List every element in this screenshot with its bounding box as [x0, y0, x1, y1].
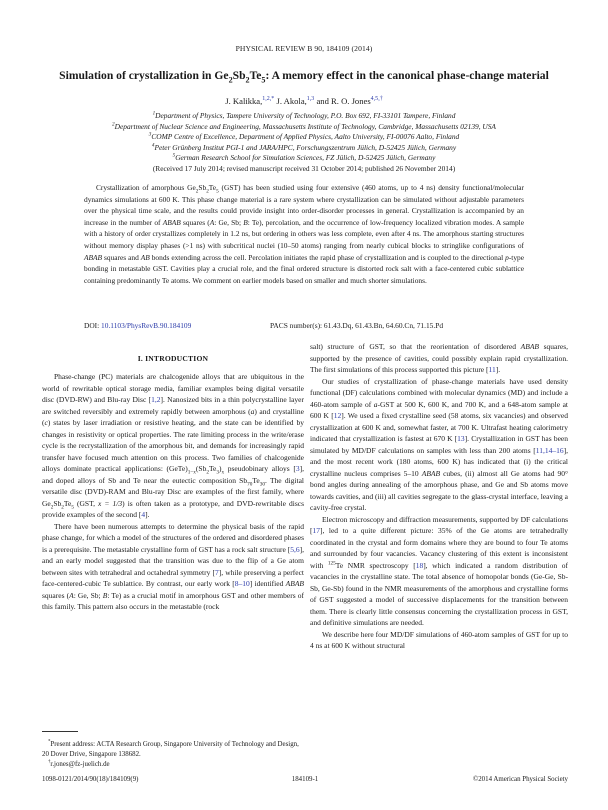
left-column [42, 371, 304, 613]
doi-label: DOI: [84, 321, 102, 330]
title-sub: 2 [228, 75, 233, 85]
text: pseudobinary alloys [ [224, 464, 296, 473]
math: A [69, 590, 74, 600]
abstract-text: Crystallization of amorphous Ge [96, 183, 196, 192]
footnote-mark: * [48, 739, 51, 745]
citation-link[interactable]: 4 [141, 510, 146, 519]
footnote [42, 760, 304, 770]
received-dates: (Received 17 July 2014; revised manuscript received 31 October 2014; published 26 November 2014) [152, 164, 456, 173]
paragraph [310, 341, 568, 376]
text: Te [63, 498, 72, 508]
right-column [310, 341, 568, 652]
text: squares ( [42, 590, 70, 600]
citation-link[interactable]: 17 [312, 526, 320, 535]
citation-link[interactable]: 11,14–16 [535, 445, 564, 455]
paper-title [0, 69, 608, 85]
text: ], and the most recent work (180 atoms, 600 K) has indicated that (i) the critical crystalline nucleus comprises 5–10 [310, 445, 568, 478]
text: We describe here four MD/DF simulations of 460-atom samples of GST for up to 4 ns at 600 K without structural [310, 629, 568, 650]
math-sub: 70 [247, 481, 253, 487]
affiliation-text: Department of Physics, Tampere University of Technology, P.O. Box 692, FI-33101 Tampere, Finland [155, 111, 456, 120]
doi-link[interactable]: 10.1103/PhysRevB.90.184109 [101, 321, 192, 330]
citation-link[interactable]: 11 [488, 365, 496, 374]
text: ]. Nanosized bits in a thin polycrystalline layer are switched reversibly and extremely rapidly between amorphous ( [42, 395, 304, 416]
footnote-mark: † [48, 760, 51, 766]
text: ) is often taken as a prototype, and DVD-rewritable discs provide examples of the second [ [42, 498, 304, 519]
affiliation-text: COMP Centre of Excellence, Department of Applied Physics, Aalto University, FI-00076 Aalto, Finland [151, 132, 460, 142]
citation-link[interactable]: 13 [457, 434, 465, 443]
title-part: Sb [232, 69, 246, 82]
affiliation-text: Peter Grünberg Institut PGI-1 and JARA/HPC, Forschungszentrum Jülich, D-52425 Jülich, Germany [154, 142, 457, 152]
abstract [84, 182, 524, 286]
affiliation-link[interactable]: 1,2,* [262, 96, 275, 103]
footnote-divider [42, 731, 78, 732]
math-sub: 1−x [187, 469, 196, 476]
math: ABAB [285, 579, 304, 588]
footnotes [42, 740, 304, 771]
text: ) and crystalline ( [42, 406, 304, 427]
citation-link[interactable]: 8–10 [234, 579, 250, 588]
text: squares, supported by the presence of cavities, could possibly explain rapid crystallization. The first simulations of this process supported this picture [ [310, 342, 568, 374]
affiliation [0, 153, 608, 164]
footer-issn: 1098-0121/2014/90(18)/184109(9) [42, 776, 139, 783]
citation-link[interactable]: 5,6 [290, 544, 300, 554]
text: ], and doped alloys of Sb and Te near the eutectic composition Sb [42, 464, 304, 485]
citation-link[interactable]: 1,2 [151, 395, 161, 404]
math-sub: 30 [259, 481, 265, 487]
affiliation-text: German Research School for Simulation Sciences, FZ Jülich, D-52425 Jülich, Germany [175, 153, 436, 163]
pacs-numbers: PACS number(s): 61.43.Dq, 61.43.Bn, 64.60.Cn, 71.15.Pd [270, 321, 444, 330]
abstract-text: : Te), percolation, and the occurrence of low-frequency localized vibration modes. A sample with a history of order crystallizes completely in 1.2 ns, but ordering in others was less complete, even after 4 ns. The amorphous starting structures without memory display phases (>1 ns) with subcritical nuclei (10–50 atoms) ranging from nearly cubical blocks to stringlike configurations of [84, 217, 524, 250]
footnote-text: Present address: ACTA Research Group, Singapore University of Technology and Design, 20 Dover Drive, Singapore 138682. [42, 741, 299, 759]
paragraph [42, 371, 304, 521]
author [316, 96, 382, 106]
text: (Sb [195, 464, 207, 473]
author [225, 96, 274, 106]
paragraph [310, 514, 568, 629]
affiliation-text: Department of Nuclear Science and Engineering, Massachusetts Institute of Technology, Cambridge, Massachusetts 02139, USA [114, 121, 496, 131]
abstract-text: Sb [198, 183, 207, 192]
text: ], led to a quite different picture: 35% of the Ge atoms are tetrahedrally coordinated in the crystal and form domains where they are bound to four Te atoms and surrounded by four vacancies. Vacancy clustering of this extent is inconsistent with [310, 526, 568, 570]
author-name: J. Akola, [276, 96, 307, 106]
isotope-sup: 125 [327, 560, 336, 566]
title-part: : A memory effect in the canonical phase-change material [265, 69, 549, 82]
math: ABAB [520, 342, 539, 351]
text: Our studies of crystallization of phase-change materials have used density functional (DF) calculations combined with molecular dynamics (MD) and include a 460-atom sample of [310, 376, 568, 409]
text: ) [218, 464, 222, 473]
title-part: Te [249, 69, 262, 82]
author-list [0, 96, 608, 106]
math-abab: ABAB [84, 252, 103, 262]
abstract-text: Te [208, 183, 217, 192]
affiliation [0, 111, 608, 122]
text: cubes, (ii) almost all Ge atoms had 90° bond angles during annealing of the amorphous phase, and Ge and Sb atoms move towards cavities, and (iii) all cavities segregate to the glass-crystal interface, leaving a cavity-free crystal. [310, 468, 568, 512]
journal-header: PHYSICAL REVIEW B 90, 184109 (2014) [235, 44, 373, 53]
citation-link[interactable]: 12 [333, 411, 342, 420]
footnote-email[interactable]: r.jones@fz-juelich.de [50, 761, 110, 769]
math-abab: ABAB [162, 217, 181, 227]
text: Electron microscopy and diffraction measurements, supported by DF calculations [ [310, 514, 568, 535]
text: ]. [495, 365, 501, 374]
copyright: ©2014 American Physical Society [473, 776, 568, 783]
math-sub: 2 [50, 504, 54, 510]
abstract-sub: 2 [206, 188, 209, 195]
affiliation-number: 3 [148, 131, 152, 138]
affiliation [0, 132, 608, 143]
abstract-text: : Ge, Sb; [214, 217, 244, 227]
text: ]. Crystallization in GST has been simulated by MD/DF calculations on samples with less than 200 atoms [ [310, 434, 568, 455]
citation-link[interactable]: 3 [295, 464, 300, 473]
math-sub: x [221, 469, 225, 476]
abstract-text: squares ( [180, 217, 210, 227]
affiliation [0, 122, 608, 133]
text: ], while preserving a perfect face-centered-cubic Te sublattice. By contrast, our early work [ [42, 567, 304, 588]
math-sub: 2 [61, 504, 64, 510]
math-a: A [209, 217, 215, 227]
author [276, 96, 314, 106]
abstract-text: squares and [102, 252, 141, 262]
affiliation [0, 143, 608, 154]
math: a [250, 406, 255, 416]
math-sub: 2 [206, 469, 209, 476]
text: Te [208, 464, 217, 473]
text: ], which indicated a random distribution of vacancies in the crystalline state. The total absence of homopolar bonds (Ge-Ge, Sb-Sb, Ge-Sb) found in the NMR measurements of the amorphous and crystalline forms of GST suggested a model of successive displacements for the transition between them. There is clearly little consensus concerning the crystallization process in GST, and definitive simulations are needed. [310, 560, 568, 627]
page-number: 184109-1 [291, 776, 319, 783]
text: ]. We used a fixed crystalline seed (58 atoms, six vacancies) and observed crystallization at 600 K and, somewhat faster, at 700 K. Ultrafast heating calorimetry indicated that crystallization is fastest at 670 K [ [310, 411, 568, 443]
math-sub: 5 [71, 504, 74, 510]
text: : Te) as a crucial motif in amorphous GST and other members of this family. This pattern also occurs in the metastable (rock [42, 590, 304, 611]
text: Phase-change (PC) materials are chalcogenide alloys that are ubiquitous in the world of rewritable optical storage media, familiar examples being digital versatile disc (DVD-RW) and Blu-ray Disc [ [42, 372, 304, 404]
abstract-text: -type bonding in metastable GST. Cavities play a crucial role, and the final ordered structure is distorted rock salt with a face-centered cubic sublattice containing predominantly Te atoms. We comment on earlier models based on smaller and much shorter simulations. [84, 252, 524, 285]
math: ABAB [421, 468, 441, 478]
text: Sb [53, 498, 62, 508]
affiliation-link[interactable]: 4,5,† [370, 96, 383, 103]
abstract-text: (GST) has been studied using four extensive (460 atoms, up to 4 ns) density functional/molecular dynamics simulations at 600 K. This phase change material is a rare system where crystallization can be simulated without adjustable parameters over the physical time scale, and the results could provide insight into order-disorder processes in general. Crystallization is accompanied by an increase in the number of [84, 183, 524, 227]
text: ]. [145, 510, 150, 519]
citation-link[interactable]: 18 [415, 560, 424, 570]
math-p: p [505, 252, 509, 262]
text: (GST, [73, 498, 99, 508]
text: -GST at 500 K, 600 K, and 700 K, and a 648-atom sample at 600 K [ [310, 399, 568, 420]
text: : Ge, Sb; [73, 590, 103, 600]
math-ab: AB [140, 252, 150, 262]
math-sub: 3 [216, 469, 219, 476]
affiliation-number: 1 [152, 110, 156, 117]
affiliation-number: 2 [112, 121, 115, 128]
doi-pacs-line [84, 321, 524, 330]
text: ) states by laser irradiation or resistive heating, and the state can be identified by changes in resistivity or optical properties. The rate limiting process in the write/erase cycle is the recrystallization of the amorphous bit, and demands for increasingly rapid transfer have focused much attention on this process. Two families of chalcogenide alloys dominate practical applications: (GeTe) [42, 418, 304, 473]
text: Te [252, 475, 260, 485]
affiliation-link[interactable]: 1,3 [306, 96, 315, 103]
paragraph [310, 376, 568, 514]
text: ], and an early model suggested that the transition was due to the flip of a Ge atom between sites with tetrahedral and octahedral symmetry [ [42, 544, 304, 577]
paragraph [42, 521, 304, 613]
section-heading: I. INTRODUCTION [137, 354, 209, 363]
title-sub: 5 [261, 75, 266, 85]
text: . The digital versatile disc (DVD)-RAM and Blu-ray Disc are examples of the first family, where Ge [42, 475, 304, 508]
text: ] identified [249, 579, 286, 588]
math: x = 1/3 [98, 498, 123, 508]
citation-link[interactable]: 7 [215, 567, 219, 577]
affiliation-number: 5 [172, 152, 176, 159]
abstract-sub: 5 [216, 188, 219, 195]
title-sub: 2 [245, 75, 250, 85]
text: There have been numerous attempts to determine the physical basis of the rapid phase change, for which a model of the structures of the ordered and disordered phases is a prerequisite. The metastable crystalline form of GST has a rock salt structure [ [42, 521, 304, 554]
page-footer [42, 776, 568, 783]
math: B [102, 590, 108, 600]
paragraph [310, 629, 568, 652]
author-name: and R. O. Jones [316, 96, 371, 106]
affiliations [0, 111, 608, 164]
title-part: Simulation of crystallization in Ge [59, 69, 229, 82]
footnote [42, 740, 304, 760]
abstract-sub: 2 [195, 188, 199, 195]
math-b: B [243, 217, 248, 227]
text: Te NMR spectroscopy [ [335, 560, 416, 570]
abstract-text: bonds extending across the cell. Percolation initiates the rapid phase of crystallization and is coupled to the directional [149, 252, 506, 262]
author-name: J. Kalikka, [225, 96, 263, 106]
math: c [44, 418, 48, 427]
math: a [373, 399, 378, 409]
text: salt) structure of GST, so that the reorientation of disordered [310, 342, 521, 351]
affiliation-number: 4 [151, 142, 155, 149]
